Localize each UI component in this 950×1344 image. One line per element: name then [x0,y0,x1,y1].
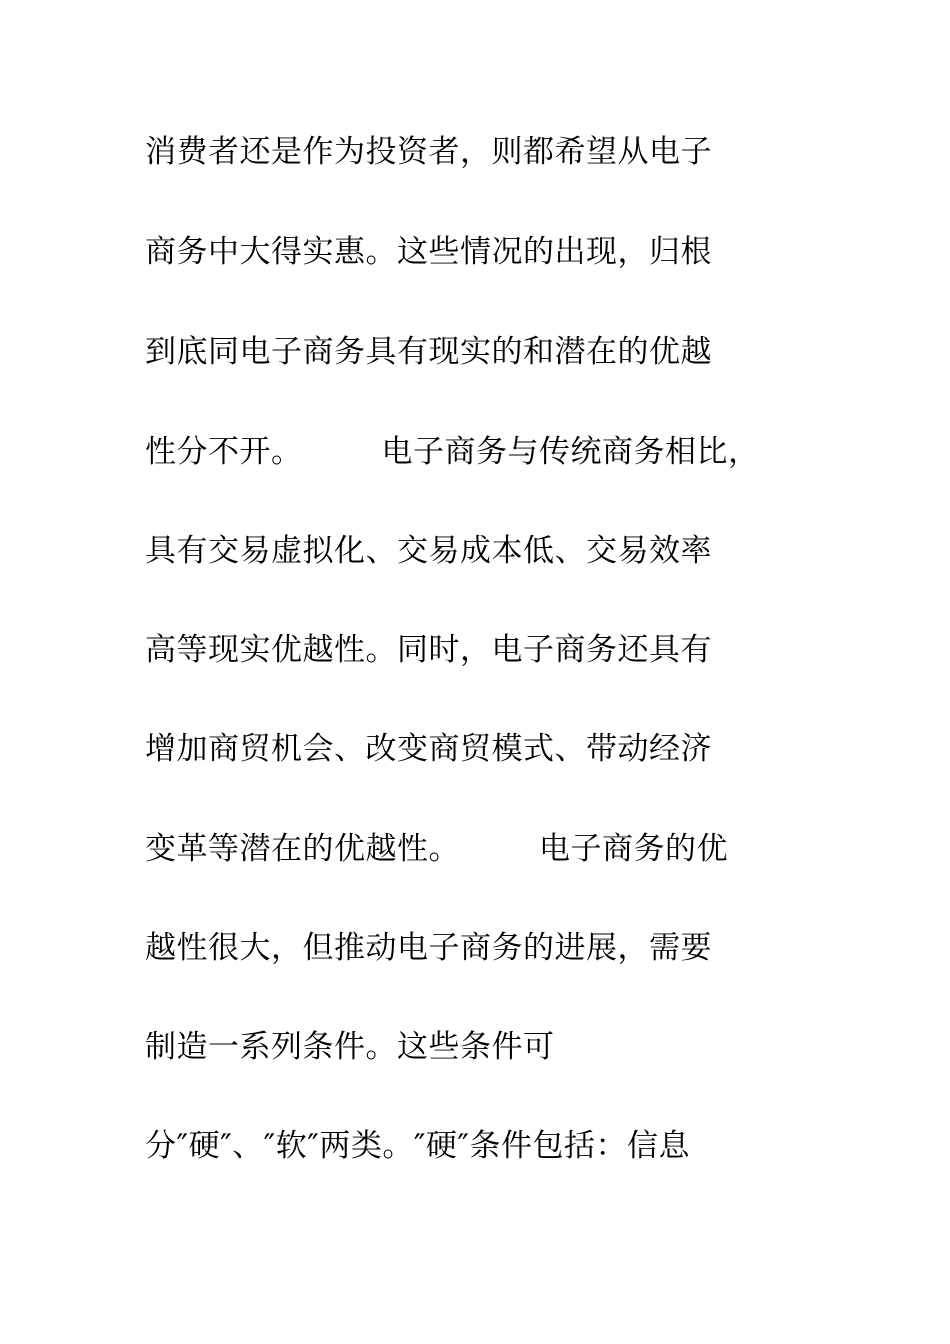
text-line-4: 性分不开。 电子商务与传统商务相比， [145,434,760,470]
text-line-6: 高等现实优越性。同时，电子商务还具有 [145,632,712,668]
text-line-10: 制造一系列条件。这些条件可 [145,1029,555,1065]
text-line-1: 消费者还是作为投资者，则都希望从电子 [145,134,712,170]
text-line-3: 到底同电子商务具有现实的和潜在的优越 [145,334,712,370]
text-line-9: 越性很大，但推动电子商务的进展，需要 [145,930,712,966]
text-line-11: 分″硬″、″软″两类。″硬″条件包括：信息 [145,1128,690,1164]
text-line-8: 变革等潜在的优越性。 电子商务的优 [145,831,728,867]
text-line-5: 具有交易虚拟化、交易成本低、交易效率 [145,533,712,569]
text-line-7: 增加商贸机会、改变商贸模式、带动经济 [145,731,712,767]
text-line-2: 商务中大得实惠。这些情况的出现，归根 [145,234,712,270]
